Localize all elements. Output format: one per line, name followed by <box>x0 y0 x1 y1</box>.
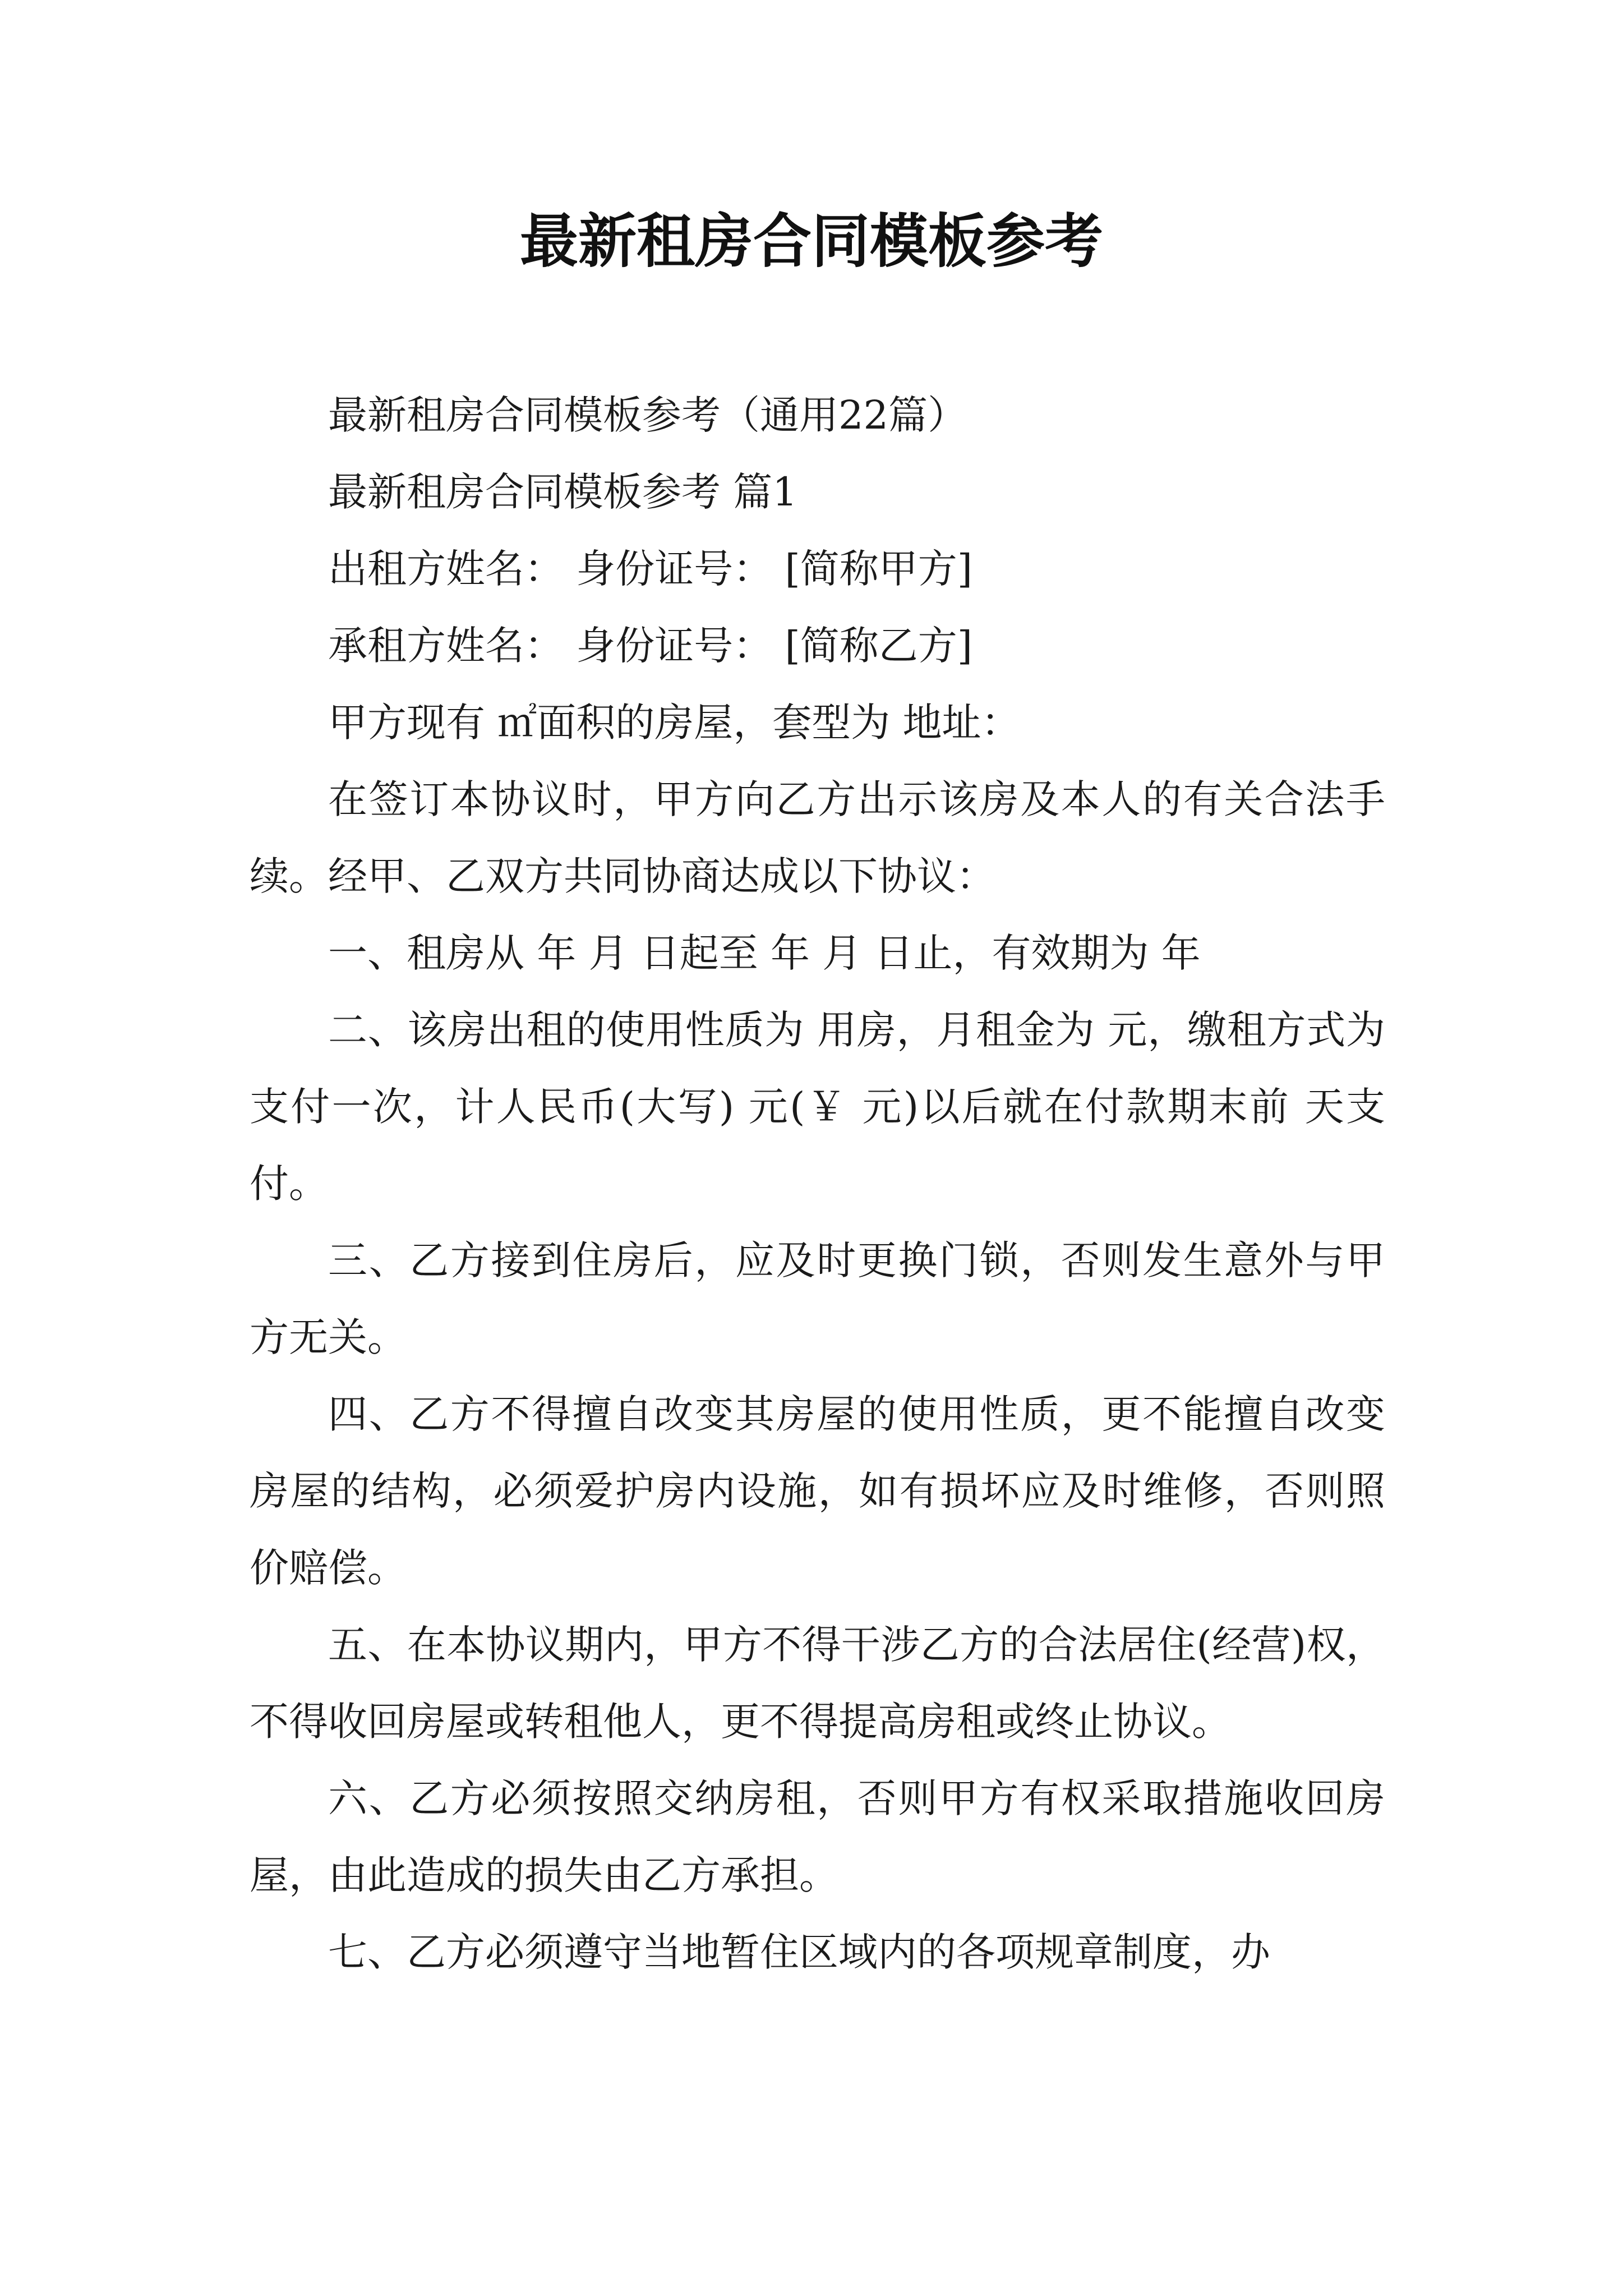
paragraph-clause-1: 一、租房从 年 月 日起至 年 月 日止，有效期为 年 <box>328 930 1201 976</box>
document-title: 最新租房合同模板参考 <box>519 206 1103 275</box>
paragraph-clause-5: 五、在本协议期内，甲方不得干涉乙方的合法居住(经营)权，不得收回房屋或转租他人，更不得提高房租或终止协议。 <box>250 1622 1385 1745</box>
paragraph-preamble: 在签订本协议时，甲方向乙方出示该房及本人的有关合法手续。经甲、乙双方共同协商达成以下协议： <box>250 776 1385 899</box>
paragraph-clause-7: 七、乙方必须遵守当地暂住区域内的各项规章制度，办 <box>328 1929 1270 1975</box>
paragraph-subtitle: 最新租房合同模板参考（通用22篇） <box>328 392 967 438</box>
paragraph-clause-4: 四、乙方不得擅自改变其房屋的使用性质，更不能擅自改变房屋的结构，必须爱护房内设施，如有损坏应及时维修，否则照价赔偿。 <box>250 1391 1385 1591</box>
document-body <box>250 377 1385 1991</box>
paragraph-lessee-info: 承租方姓名： 身份证号： [简称乙方] <box>328 623 973 669</box>
paragraph-clause-2: 二、该房出租的使用性质为 用房，月租金为 元，缴租方式为 支付一次，计人民币(大写) 元(￥ 元)以后就在付款期末前 天支付。 <box>250 1007 1385 1207</box>
paragraph-clause-3: 三、乙方接到住房后，应及时更换门锁，否则发生意外与甲方无关。 <box>250 1237 1385 1360</box>
paragraph-property-info: 甲方现有 ㎡面积的房屋，套型为 地址： <box>328 700 1021 746</box>
paragraph-clause-6: 六、乙方必须按照交纳房租，否则甲方有权采取措施收回房屋，由此造成的损失由乙方承担。 <box>250 1775 1385 1898</box>
paragraph-lessor-info: 出租方姓名： 身份证号： [简称甲方] <box>328 546 973 592</box>
paragraph-section-heading: 最新租房合同模板参考 篇1 <box>328 469 797 515</box>
